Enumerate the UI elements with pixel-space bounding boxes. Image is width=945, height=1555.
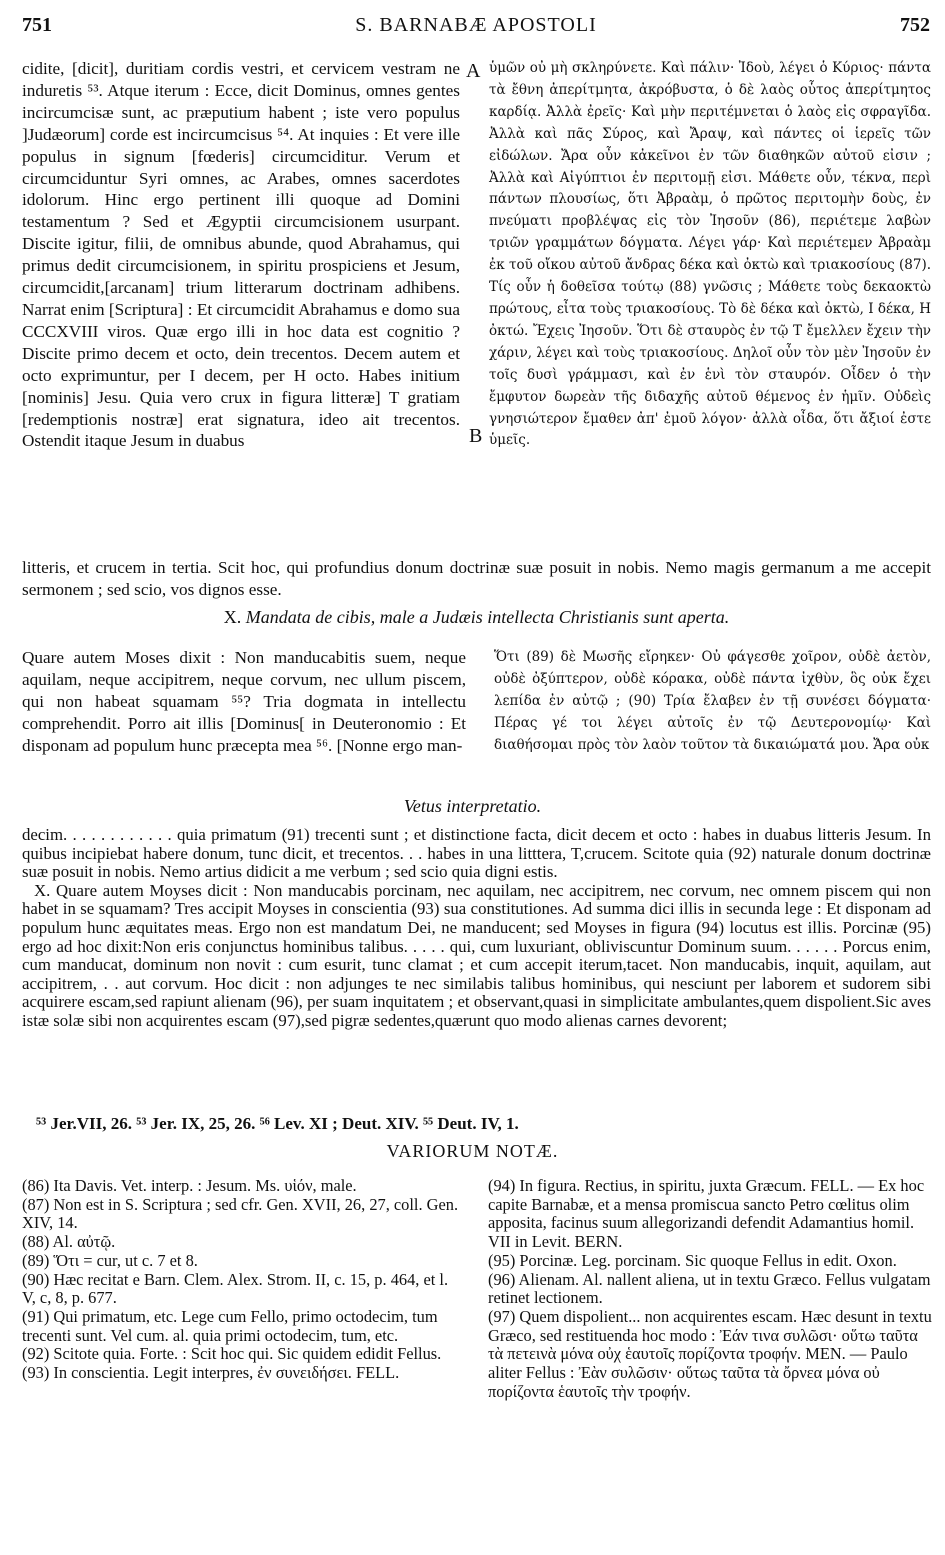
note: (94) In figura. Rectius, in spiritu, juxta Græcum. FELL. — Ex hoc capite Barnabæ, et a mensa promiscua sancto Petro cœlitus olim apposita, facinus suum allegorizandi defendit Adamantius homil. VII in Levit. BERN. — [488, 1176, 925, 1252]
left-page-number: 751 — [22, 14, 52, 36]
note: (91) Qui primatum, etc. Lege cum Fello, primo octodecim, tum trecenti sunt. Vel cum. al. quia primi octodecim, tum, etc. — [22, 1306, 438, 1345]
greek-text-1: ὑμῶν οὐ μὴ σκληρύνετε. Καὶ πάλιν· Ἰδοὺ, λέγει ὁ Κύριος· πάντα τὰ ἔθνη ἀπερίτμητα, ἀκρόβυστα, ὁ δὲ λαὸς οὗτος ἀπερίτμητος καρδίᾳ. Ἀλλὰ ἐρεῖς· Καὶ μὴν περιτέμνεται ὁ λαὸς εἰς σφραγῖδα. Ἀλλὰ καὶ πᾶς Σύρος, καὶ Ἄραψ, καὶ πάντες οἱ ἱερεῖς τῶν εἰδώλων. Ἄρα οὖν κἀκεῖνοι ἐν τῶν διαθηκῶν αὐτοῦ εἰσιν ; Ἀλλὰ καὶ Αἰγύπτιοι ἐν περιτομῇ εἰσι. Μάθετε οὖν, τέκνα, περὶ πάντων πλουσίως, ὅτι Ἀβραὰμ, ὁ πρῶτος περιτομὴν δοὺς, ἐν πνεύματι προβλέψας εἰς τὸν Ἰησοῦν (86), περιέτεμε λαβὼν τριῶν γραμμάτων δόγματα. Λέγει γάρ· Καὶ περιέτεμεν Ἀβραὰμ ἐκ τοῦ οἴκου αὐτοῦ ἄνδρας δέκα καὶ ὀκτὼ καὶ τριακοσίους (87). Τίς οὖν ἡ δοθεῖσα τούτῳ (88) γνῶσις ; Μάθετε τοὺς δεκαοκτὼ πρώτους, εἶτα τοὺς τριακοσίους. Τὸ δὲ δέκα καὶ ὀκτὼ, Ι δέκα, Η ὀκτώ. Ἔχεις Ἰησοῦν. Ὅτι δὲ σταυρὸς ἐν τῷ Τ ἔμελλεν ἔχειν τὴν χάριν, λέγει καὶ τοὺς τριακοσίους. Δηλοῖ οὖν τὸν μὲν Ἰησοῦν ἐν τοῖς δυσὶ γράμμασι, καὶ ἐν ἑνὶ τὸν σταυρόν. Οἶδεν ὁ τὴν ἔμφυτον δωρεὰν τῆς διδαχῆς αὐτοῦ θέμενος ἐν ἡμῖν. Οὐδεὶς γνησιώτερον ἔμαθεν ἀπ' ἐμοῦ λόγον· ἀλλὰ οἶδα, ὅτι ἄξιοί ἐστε ὑμεῖς. — [489, 60, 931, 449]
latin-text-1: cidite, [dicit], duritiam cordis vestri, et cervicem vestram ne induretis ⁵³. Atque iterum : Ecce, dicit Dominus, omnes gentes incircumcisæ sunt, ac præputium habent ; iste vero populus ]Judæorum] corde est incircumcisus ⁵⁴. At inquies : Et vere ille populus in signum [fœderis] circumciditur. Verum et circumciduntur Syri omnes, ac Arabes, omnes sacerdotes idolorum. Hinc ergo pertinent illi quoque ad Domini testamentum ? Sed et Ægyptii circumcisionem usurpant. Discite igitur, filii, de omnibus abunde, quod Abrahamus, qui primus dedit circumcisionem, in spiritu prospiciens et Jesum, circumcidit,[arcanam] trium litterarum doctrinam adhibens. Narrat enim [Scriptura] : Et circumcidit Abrahamus e domo sua CCCXVIII viros. Quæ ergo illi in hoc data est cognitio ? Discite primo decem et octo, dein trecentos. Decem autem et octo exprimuntur, per I decem, per H octo. Habes initium [nominis] Jesu. Quia vero crux in figura litteræ] T gratiam [redemptionis nostræ] erat signatura, ideo ait trecentos. Ostendit itaque Jesum in duabus — [22, 59, 460, 451]
note: (86) Ita Davis. Vet. interp. : Jesum. Ms. υἱόν, male. — [22, 1176, 357, 1195]
greek-column-1 — [489, 58, 931, 452]
scripture-references: ⁵³ Jer.VII, 26. ⁵³ Jer. IX, 25, 26. ⁵⁶ Lev. XI ; Deut. XIV. ⁵⁵ Deut. IV, 1. — [36, 1114, 519, 1133]
note: (90) Hæc recitat e Barn. Clem. Alex. Strom. II, c. 15, p. 464, et l. V, c, 8, p. 677. — [22, 1269, 449, 1308]
notes-right-column — [488, 1177, 932, 1401]
note: (92) Scitote quia. Forte. : Scit hoc qui. Sic quidem edidit Fellus. — [22, 1344, 442, 1364]
latin-text-2: Quare autem Moses dixit : Non manducabitis suem, neque aquilam, neque accipitrem, neque corvum, nec ullum piscem, qui non habeat squamam ⁵⁵? Tria dogmata in intellectu comprehendit. Porro ait illis [Dominus[ in Deuteronomio : Et disponam ad populum hunc præcepta mea ⁵⁶. [Nonne ergo man- — [22, 648, 466, 755]
latin-column-2 — [22, 647, 466, 757]
note: (97) Quem dispolient... non acquirentes escam. Hæc desunt in textu Græco, sed restituenda hoc modo : Ἐάν τινα συλῶσι· οὕτω ταῦτα τὰ πετεινὰ μόνα οὐχ ἑαυτοῖς πορίζοντα τροφήν. MEN. — Paulo aliter Fellus : Ἐὰν συλῶσιν· οὕτως ταῦτα τὰ ὄρνεα μόνα οὐ πορίζοντα ἑαυτοῖς τὴν τροφήν. — [488, 1306, 932, 1401]
notes-left-column — [22, 1177, 462, 1383]
note: (89) Ὅτι = cur, ut c. 7 et 8. — [22, 1250, 198, 1270]
greek-text-2: Ὅτι (89) δὲ Μωσῆς εἴρηκεν· Οὐ φάγεσθε χοῖρον, οὐδὲ ἀετὸν, οὐδὲ ὀξύπτερον, οὐδὲ κόρακα, οὐδὲ πάντα ἰχθὺν, ὃς οὐκ ἔχει λεπίδα ἐν αὐτῷ ; (90) Τρία ἔλαβεν ἐν τῇ συνέσει δόγματα· Πέρας γέ τοι λέγει αὐτοῖς ἐν τῷ Δευτερονομίῳ· Καὶ διαθήσομαι πρὸς τὸν λαὸν τοῦτον τὰ δικαιώματά μου. Ἄρα οὐκ — [494, 649, 931, 753]
greek-column-2 — [494, 647, 931, 757]
section-number: X. — [223, 607, 242, 627]
right-page-number: 752 — [900, 14, 930, 36]
vetus-interpretatio — [22, 826, 931, 1031]
latin-text-continuation: litteris, et crucem in tertia. Scit hoc, qui profundius donum doctrinæ suæ posuit in nobis. Nemo magis germanum a me accepit sermonem ; sed scio, vos dignos esse. — [22, 558, 931, 599]
vetus-paragraph-1: decim. . . . . . . . . . . . quia primatum (91) trecenti sunt ; et distinctione facta, dicit decem et octo : habes in duabus litteris Jesum. In quibus incipiebat habere donum, tunc dicit, et trecentos. . . habes in una litttera, T,crucem. Scitote quia (92) naturale donum doctrinæ suæ posuit in nobis. Nemo artius didicit a me verbum ; sed scio quia digni estis. — [22, 825, 931, 882]
note: (87) Non est in S. Scriptura ; sed cfr. Gen. XVII, 26, 27, coll. Gen. XIV, 14. — [22, 1194, 459, 1233]
section-title: Mandata de cibis, male a Judæis intellecta Christianis sunt aperta. — [245, 607, 730, 627]
running-title: S. BARNABÆ APOSTOLI — [355, 14, 597, 36]
note: (93) In conscientia. Legit interpres, ἐν συνειδήσει. FELL. — [22, 1363, 400, 1383]
vetus-paragraph-2: X. Quare autem Moyses dicit : Non manducabis porcinam, nec aquilam, nec accipitrem, nec corvum, nec omnem piscem qui non habet in se squamam? Tres accipit Moyses in conscientia (93) sua constitutiones. Ad summa dici illis in secunda lege : Et disponam ad populum hunc æquitates meas. Ergo non est mandatum Dei, ne manducent; sed Moyses in figura (94) locutus est illis. Porcinæ (95) ergo ad hoc dixit:Non eris conjunctus hominibus talibus. . . . . qui, cum luxuriant, obliviscuntur Dominum suum. . . . . . Porcus enim, cum manducat, dominum non novit : cum esurit, tunc clamat ; et cum accepit iterum,tacet. Non manducabis, inquit, aquilam, aut accipitrem, . . aut corvum. Hoc dicit : non adjunges te nec similabis talibus hominibus, qui nesciunt per laborem et sudorem sibi acquirere escam,sed rapiunt alienam (96), per suam inquitatem ; et observant,quasi in simplicitate ambulantes,quem dispolient.Sic aves istæ solæ sibi non acquirentes escam (97),sed pigræ sedentes,quærunt quo modo alienas carnes devorent; — [22, 880, 931, 1030]
vetus-title: Vetus interpretatio. — [403, 796, 542, 816]
latin-fullwidth-1 — [22, 557, 931, 600]
page-header — [22, 14, 930, 44]
section-heading — [22, 607, 931, 628]
latin-column-1 — [22, 58, 460, 452]
note: (88) Al. αὐτῷ. — [22, 1232, 116, 1252]
margin-marker-b: B — [469, 425, 483, 447]
margin-marker-a: A — [466, 60, 481, 82]
notes-heading: VARIORUM NOTÆ. — [386, 1141, 559, 1161]
note: (95) Porcinæ. Leg. porcinam. Sic quoque Fellus in edit. Oxon. — [488, 1250, 897, 1270]
note: (96) Alienam. Al. nallent aliena, ut in textu Græco. Fellus vulgatam retinet lectionem. — [488, 1269, 931, 1308]
